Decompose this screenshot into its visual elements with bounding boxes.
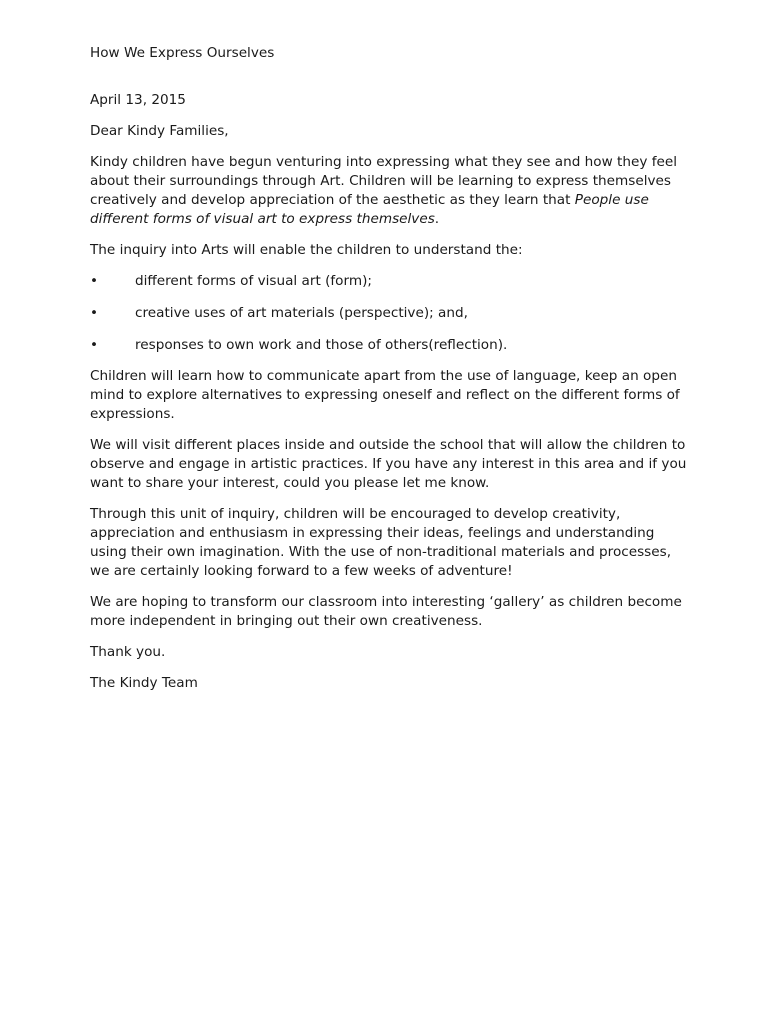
list-item [90, 272, 690, 291]
list-item [90, 304, 690, 323]
visit-paragraph: We will visit different places inside and outside the school that will allow the children to observe and engage in artistic practices. If you have any interest in this area and if you want to share your interest, could you please let me know. [90, 437, 687, 491]
salutation: Dear Kindy Families, [90, 123, 229, 139]
bullet-text: responses to own work and those of others(reflection). [135, 337, 508, 353]
gallery-paragraph: We are hoping to transform our classroom into interesting ‘gallery’ as children become more independent in bringing out their own creativeness. [90, 594, 682, 629]
inquiry-lead-paragraph: The inquiry into Arts will enable the children to understand the: [90, 242, 523, 258]
letter-title: How We Express Ourselves [90, 45, 275, 61]
bullet-text: different forms of visual art (form); [135, 273, 372, 289]
thanks-line: Thank you. [90, 644, 166, 660]
bullet-icon: • [90, 273, 99, 289]
intro-paragraph [90, 153, 690, 229]
list-item [90, 336, 690, 355]
letter-page [90, 44, 690, 705]
letter-date: April 13, 2015 [90, 92, 186, 108]
communicate-paragraph: Children will learn how to communicate apart from the use of language, keep an open mind to explore alternatives to expressing oneself and reflect on the different forms of expressions. [90, 368, 680, 422]
intro-italic-text: People use different forms of visual art to express themselves [90, 192, 649, 227]
intro-text: Kindy children have begun venturing into expressing what they see and how they feel about their surroundings through Art. Children will be learning to express themselves creatively and develop appreciation of the aesthetic as they learn that [90, 154, 677, 208]
signature-line: The Kindy Team [90, 675, 198, 691]
bullet-text: creative uses of art materials (perspective); and, [135, 305, 468, 321]
unit-paragraph: Through this unit of inquiry, children will be encouraged to develop creativity, appreciation and enthusiasm in expressing their ideas, feelings and understanding using their own imagination. With the use of non-traditional materials and processes, we are certainly looking forward to a few weeks of adventure! [90, 506, 672, 579]
bullet-icon: • [90, 337, 99, 353]
intro-end-text: . [434, 211, 440, 227]
bullet-icon: • [90, 305, 99, 321]
inquiry-bullet-list [90, 272, 690, 355]
